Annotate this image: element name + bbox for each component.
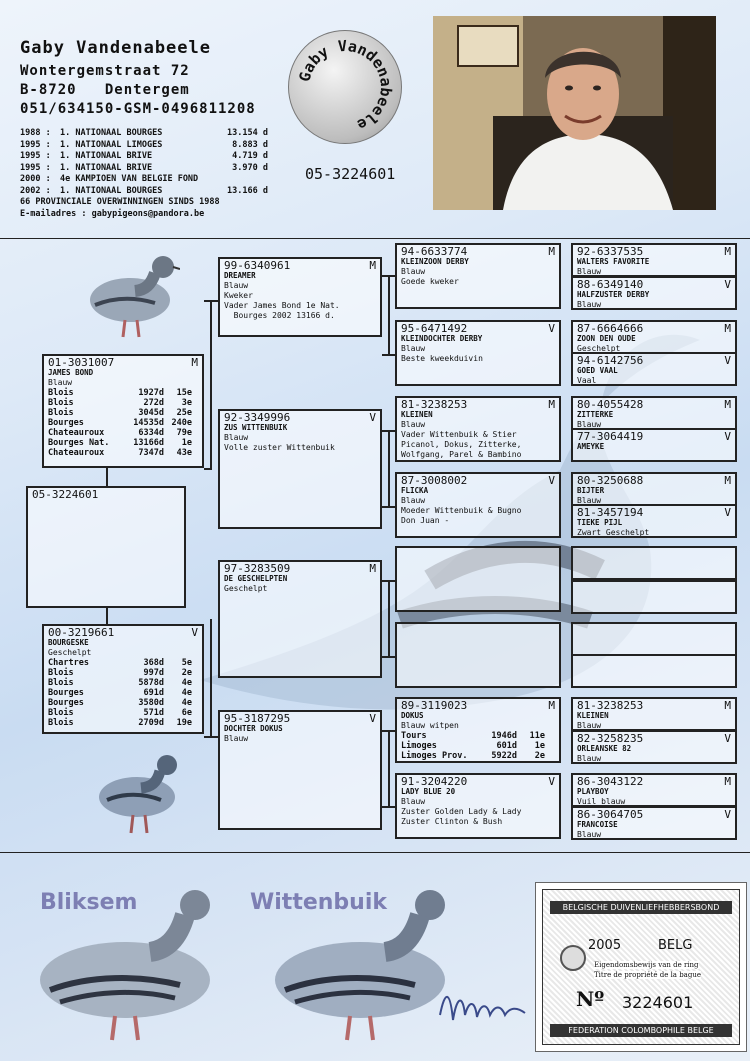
result-value: 8.883 d bbox=[232, 139, 268, 150]
pigeon-ring: 81-3238253 bbox=[577, 699, 644, 712]
performance-cell: 272d bbox=[143, 398, 164, 408]
seal-text: Gaby Vandenabeele bbox=[295, 36, 396, 135]
card-number-label: Nº bbox=[576, 987, 605, 1011]
pigeon-name: ZOON DEN OUDE bbox=[577, 334, 636, 343]
performance-table bbox=[48, 388, 198, 458]
box-ring-row bbox=[401, 701, 555, 711]
background-pigeon-watermark bbox=[180, 320, 740, 760]
box-ring-row bbox=[48, 358, 198, 368]
pigeon-sex: V bbox=[548, 474, 555, 487]
performance-cell: 5e bbox=[181, 658, 192, 668]
pigeon-ring: 81-3238253 bbox=[401, 398, 468, 411]
pigeon-details: Blauw bbox=[577, 300, 602, 309]
pigeon-name: AMEYKE bbox=[577, 442, 605, 451]
sire-box bbox=[42, 354, 204, 468]
box-ring-row bbox=[577, 508, 731, 518]
ancestor-box bbox=[571, 654, 737, 688]
pedigree-connector bbox=[382, 354, 395, 356]
card-ownership-fr: Titre de propriété de la bague bbox=[594, 971, 701, 979]
box-ring-row bbox=[48, 628, 198, 638]
pigeon-details: Blauw Zuster Golden Lady & Lady Zuster Clinton & Bush bbox=[401, 797, 522, 826]
result-row bbox=[20, 140, 268, 152]
box-ring-row bbox=[577, 400, 731, 410]
result-text: 1. NATIONAAL BOURGES bbox=[60, 128, 163, 138]
pigeon-details: Zwart Geschelpt bbox=[577, 528, 650, 537]
box-ring-row bbox=[401, 777, 555, 787]
grandparent-box bbox=[218, 409, 382, 529]
result-text: 1. NATIONAAL BRIVE bbox=[60, 151, 153, 161]
result-row bbox=[20, 174, 268, 186]
performance-cell: 5922d bbox=[491, 751, 517, 761]
performance-cell: Blois bbox=[48, 668, 74, 678]
results-list bbox=[20, 128, 268, 220]
pigeon-ring: 82-3258235 bbox=[577, 732, 644, 745]
ancestor-box bbox=[571, 773, 737, 807]
pigeon-ring: 00-3219661 bbox=[48, 626, 115, 639]
pigeon-name: WALTERS FAVORITE bbox=[577, 257, 650, 266]
ancestor-box bbox=[571, 580, 737, 614]
performance-cell: 43e bbox=[176, 448, 192, 458]
pigeon-name: ORLEANSKE 82 bbox=[577, 744, 632, 753]
dam-box bbox=[42, 624, 204, 734]
pigeon-details: Blauw bbox=[577, 830, 602, 839]
pigeon-ring: 87-6664666 bbox=[577, 322, 644, 335]
performance-cell: 997d bbox=[143, 668, 164, 678]
pigeon-sex: M bbox=[369, 259, 376, 272]
result-text: 1. NATIONAAL BOURGES bbox=[60, 185, 163, 196]
pigeon-ring: 94-6142756 bbox=[577, 354, 644, 367]
results-extra: 66 PROVINCIALE OVERWINNINGEN SINDS 1988 bbox=[20, 197, 220, 207]
result-row bbox=[20, 163, 268, 175]
box-ring-row bbox=[577, 777, 731, 787]
pigeon-name: DREAMER bbox=[224, 271, 256, 280]
box-ring-row bbox=[577, 432, 731, 442]
performance-cell: 2e bbox=[534, 751, 545, 761]
pigeon-name: ZITTERKE bbox=[577, 410, 614, 419]
ancestor-box bbox=[571, 806, 737, 840]
result-text: 1. NATIONAAL LIMOGES bbox=[60, 139, 163, 150]
performance-cell: 4e bbox=[181, 698, 192, 708]
pigeon-sex: M bbox=[724, 775, 731, 788]
pigeon-details: Blauw bbox=[577, 267, 602, 276]
bird-label-wittenbuik: Wittenbuik bbox=[250, 890, 388, 915]
box-ring-row bbox=[224, 261, 376, 271]
pigeon-name: BOURGESKE bbox=[48, 638, 89, 647]
pigeon-photo-bottom bbox=[95, 745, 185, 840]
pigeon-details: Geschelpt bbox=[577, 344, 621, 353]
performance-table bbox=[401, 731, 555, 761]
pigeon-sex: V bbox=[369, 712, 376, 725]
performance-cell: 1927d bbox=[138, 388, 164, 398]
pigeon-sex: V bbox=[724, 732, 731, 745]
pedigree-connector bbox=[106, 468, 108, 486]
result-year: 1995 : bbox=[20, 139, 51, 150]
bird-label-bliksem: Bliksem bbox=[40, 890, 138, 915]
performance-cell: Chateauroux bbox=[48, 448, 105, 458]
breeder-address bbox=[20, 62, 256, 119]
performance-cell: 1946d bbox=[491, 731, 517, 741]
ring-caption: 05-3224601 bbox=[305, 165, 396, 183]
performance-cell: Blois bbox=[48, 708, 74, 718]
grandparent-box bbox=[218, 257, 382, 337]
pigeon-ring: 80-4055428 bbox=[577, 398, 644, 411]
performance-cell: Chateauroux bbox=[48, 428, 105, 438]
pigeon-name: FLICKA bbox=[401, 486, 429, 495]
result-text: 4e KAMPIOEN VAN BELGIE FOND bbox=[60, 174, 199, 184]
performance-cell: 11e bbox=[529, 731, 545, 741]
pigeon-sex: V bbox=[724, 808, 731, 821]
performance-cell: 601d bbox=[496, 741, 517, 751]
footer-divider bbox=[0, 852, 750, 853]
performance-cell: 3045d bbox=[138, 408, 164, 418]
performance-cell: Chartres bbox=[48, 658, 89, 668]
card-year: 2005 bbox=[588, 938, 622, 953]
performance-cell: Blois bbox=[48, 388, 74, 398]
box-ring-row bbox=[401, 400, 555, 410]
pigeon-ring: 01-3031007 bbox=[48, 356, 115, 369]
great-grandparent-box bbox=[395, 546, 561, 612]
pigeon-name: BIJTER bbox=[577, 486, 605, 495]
pigeon-details: Blauw bbox=[577, 420, 602, 429]
ancestor-box bbox=[571, 428, 737, 462]
performance-cell: 240e bbox=[171, 418, 192, 428]
box-ring-row bbox=[401, 247, 555, 257]
box-ring-row bbox=[577, 810, 731, 820]
box-ring-row bbox=[577, 701, 731, 711]
pigeon-name: DOKUS bbox=[401, 711, 424, 720]
pigeon-details: Blauw Beste kweekduivin bbox=[401, 344, 483, 363]
performance-cell: 4e bbox=[181, 688, 192, 698]
performance-cell: 2709d bbox=[138, 718, 164, 728]
pigeon-details: Blauw bbox=[577, 496, 602, 505]
performance-cell: Bourges bbox=[48, 698, 84, 708]
pigeon-details: Blauw Vader Wittenbuik & Stier Picanol, Dokus, Zitterke, Wolfgang, Parel & Bambino bbox=[401, 420, 522, 459]
ancestor-box bbox=[571, 697, 737, 731]
pigeon-sex: V bbox=[191, 626, 198, 639]
pigeon-name: ZUS WITTENBUIK bbox=[224, 423, 288, 432]
pedigree-connector bbox=[388, 430, 390, 508]
pigeon-sex: M bbox=[369, 562, 376, 575]
box-ring-row bbox=[224, 413, 376, 423]
card-federation: FEDERATION COLOMBOPHILE BELGE bbox=[550, 1024, 732, 1037]
pigeon-sex: M bbox=[548, 245, 555, 258]
great-grandparent-box bbox=[395, 472, 561, 538]
pigeon-details: Vuil blauw bbox=[577, 797, 626, 806]
performance-cell: 7347d bbox=[138, 448, 164, 458]
ancestor-box bbox=[571, 276, 737, 310]
pigeon-name: DE GESCHELPTEN bbox=[224, 574, 288, 583]
result-row bbox=[20, 128, 268, 140]
pigeon-ring: 86-3064705 bbox=[577, 808, 644, 821]
signature bbox=[435, 985, 530, 1030]
pigeon-details: Vaal bbox=[577, 376, 597, 385]
box-ring-row bbox=[224, 714, 376, 724]
svg-text:Gaby Vandenabeele bbox=[295, 37, 395, 134]
result-year: 1995 : bbox=[20, 162, 51, 173]
name-seal bbox=[288, 30, 402, 144]
pigeon-ring: 92-3349996 bbox=[224, 411, 291, 424]
performance-cell: 571d bbox=[143, 708, 164, 718]
performance-cell: Blois bbox=[48, 718, 74, 728]
box-ring-row bbox=[401, 476, 555, 486]
great-grandparent-box bbox=[395, 320, 561, 386]
pedigree-connector bbox=[210, 619, 212, 737]
pigeon-sex: V bbox=[548, 775, 555, 788]
ancestor-box bbox=[571, 472, 737, 506]
pigeon-ring: 91-3204220 bbox=[401, 775, 468, 788]
pigeon-name: JAMES BOND bbox=[48, 368, 94, 377]
result-row bbox=[20, 151, 268, 163]
performance-table bbox=[48, 658, 198, 728]
performance-cell: 19e bbox=[176, 718, 192, 728]
result-row bbox=[20, 186, 268, 198]
result-year: 1995 : bbox=[20, 151, 51, 161]
box-ring-row bbox=[577, 476, 731, 486]
ancestor-box bbox=[571, 730, 737, 764]
pigeon-sex: M bbox=[724, 398, 731, 411]
pigeon-ring: 81-3457194 bbox=[577, 506, 644, 519]
performance-cell: Bourges bbox=[48, 418, 84, 428]
performance-cell: 691d bbox=[143, 688, 164, 698]
pigeon-ring: 99-6340961 bbox=[224, 259, 291, 272]
pedigree-connector bbox=[388, 730, 390, 808]
pigeon-sex: M bbox=[724, 245, 731, 258]
box-ring-row bbox=[401, 324, 555, 334]
pigeon-sex: M bbox=[724, 474, 731, 487]
pedigree-connector bbox=[382, 806, 395, 808]
ancestor-box bbox=[571, 396, 737, 430]
pigeon-name: KLEINEN bbox=[401, 410, 433, 419]
result-value: 13.166 d bbox=[227, 185, 268, 196]
box-ring-row bbox=[224, 564, 376, 574]
pigeon-ring: 77-3064419 bbox=[577, 430, 644, 443]
pigeon-ring: 89-3119023 bbox=[401, 699, 468, 712]
pigeon-details: Blauw bbox=[577, 754, 602, 763]
performance-cell: 6e bbox=[181, 708, 192, 718]
card-ownership-nl: Eigendomsbewijs van de ring bbox=[594, 961, 699, 969]
pigeon-details: Blauw Goede kweker bbox=[401, 267, 459, 286]
pigeon-name: PLAYBOY bbox=[577, 787, 609, 796]
ancestor-box bbox=[571, 320, 737, 354]
pigeon-color: Geschelpt bbox=[48, 648, 92, 657]
pigeon-ring: 88-6349140 bbox=[577, 278, 644, 291]
pigeon-details: Blauw bbox=[577, 721, 602, 730]
result-year: 2000 : bbox=[20, 174, 51, 184]
pigeon-photo-top bbox=[85, 245, 180, 345]
email-address: E-mailadres : gabypigeons@pandora.be bbox=[20, 208, 205, 219]
ring-ownership-card bbox=[535, 882, 747, 1052]
pigeon-sex: V bbox=[369, 411, 376, 424]
pigeon-bliksem bbox=[30, 880, 220, 1045]
performance-cell: Blois bbox=[48, 398, 74, 408]
box-ring-row bbox=[577, 247, 731, 257]
pedigree-connector bbox=[388, 580, 390, 656]
box-ring-row bbox=[577, 324, 731, 334]
address-city: B-8720 Dentergem bbox=[20, 82, 190, 98]
pigeon-ring: 97-3283509 bbox=[224, 562, 291, 575]
performance-cell: 1e bbox=[534, 741, 545, 751]
performance-cell: 1e bbox=[181, 438, 192, 448]
pigeon-details: Blauw Moeder Wittenbuik & Bugno Don Juan - bbox=[401, 496, 522, 525]
breeder-photo bbox=[433, 16, 716, 210]
pigeon-name: GOED VAAL bbox=[577, 366, 618, 375]
pigeon-details: Blauw Volle zuster Wittenbuik bbox=[224, 433, 335, 452]
header-divider bbox=[0, 238, 750, 239]
great-grandparent-box bbox=[395, 622, 561, 688]
pigeon-details: Geschelpt bbox=[224, 584, 268, 593]
pedigree-connector bbox=[388, 275, 390, 355]
pigeon-sex: M bbox=[191, 356, 198, 369]
result-value bbox=[208, 174, 268, 186]
pigeon-ring: 94-6633774 bbox=[401, 245, 468, 258]
great-grandparent-box bbox=[395, 697, 561, 763]
pigeon-name: FRANCOISE bbox=[577, 820, 618, 829]
performance-cell: 3e bbox=[181, 398, 192, 408]
ancestor-box bbox=[571, 546, 737, 580]
pigeon-ring: 80-3250688 bbox=[577, 474, 644, 487]
box-ring-row bbox=[577, 734, 731, 744]
pigeon-ring: 87-3008002 bbox=[401, 474, 468, 487]
address-phone: 051/634150-GSM-0496811208 bbox=[20, 101, 256, 117]
performance-cell: 13166d bbox=[133, 438, 164, 448]
great-grandparent-box bbox=[395, 396, 561, 462]
pedigree-connector bbox=[106, 608, 108, 624]
result-value: 3.970 d bbox=[232, 162, 268, 173]
pigeon-name: HALFZUSTER DERBY bbox=[577, 290, 650, 299]
performance-cell: 5878d bbox=[138, 678, 164, 688]
grandparent-box bbox=[218, 560, 382, 678]
pigeon-ring: 92-6337535 bbox=[577, 245, 644, 258]
pigeon-ring: 86-3043122 bbox=[577, 775, 644, 788]
performance-cell: 15e bbox=[176, 388, 192, 398]
great-grandparent-box bbox=[395, 773, 561, 839]
card-title: BELGISCHE DUIVENLIEFHEBBERSBOND bbox=[550, 901, 732, 914]
pigeon-sex: V bbox=[548, 322, 555, 335]
pigeon-ring: 95-6471492 bbox=[401, 322, 468, 335]
box-ring-row bbox=[577, 280, 731, 290]
address-street: Wontergemstraat 72 bbox=[20, 63, 190, 79]
pigeon-name: LADY BLUE 20 bbox=[401, 787, 456, 796]
pigeon-sex: V bbox=[724, 354, 731, 367]
card-punch-hole bbox=[560, 945, 586, 971]
pigeon-sex: V bbox=[724, 278, 731, 291]
pigeon-sex: M bbox=[548, 398, 555, 411]
pigeon-details: Blauw witpen bbox=[401, 721, 459, 730]
result-year: 1988 : bbox=[20, 128, 51, 138]
pigeon-details: Blauw bbox=[224, 734, 249, 743]
result-value: 4.719 d bbox=[232, 151, 268, 161]
performance-cell: Limoges bbox=[401, 741, 437, 751]
breeder-name: Gaby Vandenabeele bbox=[20, 38, 211, 58]
pigeon-ring: 05-3224601 bbox=[32, 488, 99, 501]
ancestor-box bbox=[571, 622, 737, 656]
performance-cell: 4e bbox=[181, 678, 192, 688]
pedigree-connector bbox=[382, 656, 395, 658]
performance-cell: Bourges bbox=[48, 688, 84, 698]
pigeon-name: TIEKE PIJL bbox=[577, 518, 623, 527]
pigeon-details: Blauw Kweker Vader James Bond 1e Nat. Bourges 2002 13166 d. bbox=[224, 281, 340, 320]
pigeon-sex: V bbox=[724, 506, 731, 519]
great-grandparent-box bbox=[395, 243, 561, 309]
card-country: BELG bbox=[658, 938, 693, 953]
subject-box bbox=[26, 486, 186, 608]
pigeon-name: KLEINDOCHTER DERBY bbox=[401, 334, 483, 343]
pigeon-ring: 95-3187295 bbox=[224, 712, 291, 725]
pigeon-sex: M bbox=[724, 322, 731, 335]
performance-cell: 368d bbox=[143, 658, 164, 668]
result-year: 2002 : bbox=[20, 185, 51, 196]
result-text: 1. NATIONAAL BRIVE bbox=[60, 162, 153, 173]
performance-cell: Tours bbox=[401, 731, 427, 741]
performance-cell: 6334d bbox=[138, 428, 164, 438]
ancestor-box bbox=[571, 352, 737, 386]
performance-cell: 79e bbox=[176, 428, 192, 438]
pigeon-name: DOCHTER DOKUS bbox=[224, 724, 283, 733]
result-value: 13.154 d bbox=[227, 128, 268, 138]
pigeon-sex: M bbox=[548, 699, 555, 712]
pigeon-wittenbuik bbox=[265, 880, 455, 1045]
box-ring-row bbox=[32, 490, 180, 500]
grandparent-box bbox=[218, 710, 382, 830]
pedigree-connector bbox=[382, 506, 395, 508]
pigeon-name: KLEINZOON DERBY bbox=[401, 257, 469, 266]
pigeon-name: KLEINEN bbox=[577, 711, 609, 720]
performance-cell: 25e bbox=[176, 408, 192, 418]
performance-cell: 14535d bbox=[133, 418, 164, 428]
performance-cell: Blois bbox=[48, 408, 74, 418]
performance-cell: Blois bbox=[48, 678, 74, 688]
performance-cell: 2e bbox=[181, 668, 192, 678]
box-ring-row bbox=[577, 356, 731, 366]
ancestor-box bbox=[571, 243, 737, 277]
card-ring-number: 3224601 bbox=[622, 993, 694, 1012]
performance-cell: 3580d bbox=[138, 698, 164, 708]
performance-cell: Bourges Nat. bbox=[48, 438, 110, 448]
ancestor-box bbox=[571, 504, 737, 538]
pedigree-connector bbox=[210, 300, 212, 468]
pedigree-connector bbox=[204, 468, 212, 470]
pigeon-sex: V bbox=[724, 430, 731, 443]
performance-cell: Limoges Prov. bbox=[401, 751, 468, 761]
pigeon-sex: M bbox=[724, 699, 731, 712]
pigeon-color: Blauw bbox=[48, 378, 73, 387]
